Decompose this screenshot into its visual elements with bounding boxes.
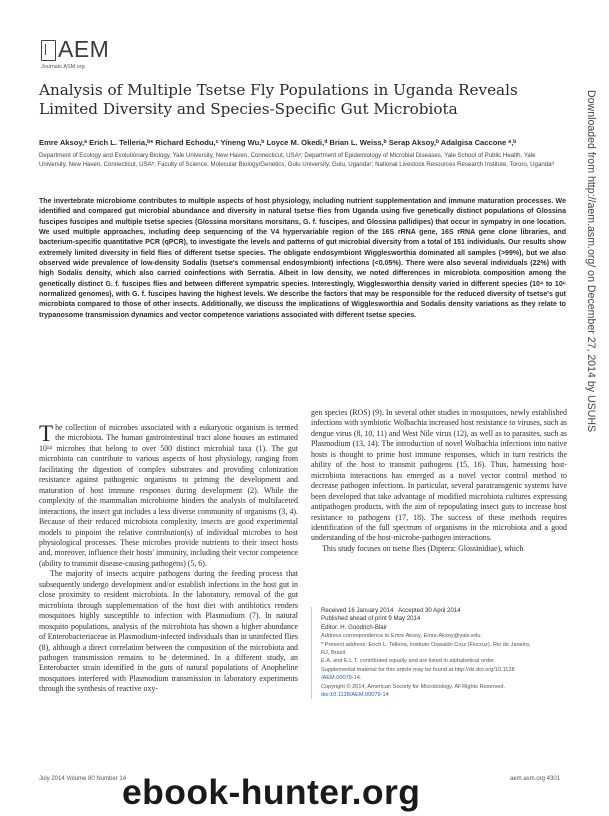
supplemental-line[interactable]: Supplemental material for this article may be found at http://dx.doi.org/10.1128 bbox=[321, 666, 515, 673]
body-paragraph: The majority of insects acquire pathogens during the feeding process that subsequently undergo development and/or establish infections in the host gut in close proximity to resident microbiota. In the laboratory, removal of the gut microbiota through supplementation of the host diet with antibiotics renders mosquitoes highly susceptible to infection with Plasmodium (7). In natural mosquito populations, analysis of the microbiota has shown a higher abundance of Enterobacteriaceae in Plasmodium-infected individuals than in uninfected flies (8), although a direct correlation between the composition of the microbiota and pathogen transmission remains to be determined. In a different study, an Enterobacter strain identified in the guts of natural populations of Anopheline mosquitoes interfered with Plasmodium transmission in laboratory experiments through the synthesis of reactive oxy- bbox=[39, 569, 298, 694]
abstract: The invertebrate microbiome contributes to multiple aspects of host physiology, including nutrient supplementation and immune maturation processes. We identified and compared gut microbial abundance and diversity in natural tsetse flies from Uganda using five genetically distinct populations of Glossina fuscipes fuscipes and multiple tsetse species (Glossina morsitans morsitans, G. f. fuscipes, and Glossina pallidipes) that occur in sympatry in one location. We used multiple approaches, including deep sequencing of the V4 hypervariable region of the 16S rRNA gene, 16S rRNA gene clone libraries, and bacterium-specific quantitative PCR (qPCR), to investigate the levels and patterns of gut microbial diversity from a total of 151 individuals. Our results show extremely limited diversity in field flies of different tsetse species. The obligate endosymbiont Wigglesworthia dominated all samples (>99%), but we also observed wide prevalence of low-density Sodalis (tsetse's commensal endosymbiont) infections (<0.05%). There were also several individuals (22%) with high Sodalis density, which also carried coinfections with Serratia. Albeit in low density, we noted differences in microbiota composition among the genetically distinct G. f. fuscipes flies and between different sympatric species. Interestingly, Wigglesworthia density varied in different species (10⁴ to 10⁶ normalized genomes), with G. f. fuscipes having the highest levels. We describe the factors that may be responsible for the reduced diversity of tsetse's gut microbiota compared to those of other insects. Additionally, we discuss the implications of Wigglesworthia and Sodalis density variations as they relate to trypanosome transmission dynamics and vector competence variations associated with different tsetse species. bbox=[39, 198, 566, 319]
present-address-line-2: RJ, Brazil. bbox=[321, 650, 347, 657]
editor-line: Editor: H. Goodrich-Blair bbox=[321, 623, 388, 631]
download-stamp bbox=[583, 90, 601, 780]
drop-cap: T bbox=[39, 421, 54, 446]
article-info-box bbox=[311, 607, 577, 699]
correspondence-line[interactable]: Address correspondence to Emre Aksoy, Emre.Aksoy@yale.edu. bbox=[321, 633, 483, 640]
body-paragraph: gen species (ROS) (9). In several other studies in mosquitoes, newly established infections with symbiotic Wolbachia increased host resistance to viruses, such as dengue virus (8, 10, 11) and West Nile virus (12), as well as to parasites, such as Plasmodium (13, 14). The introduction of novel Wolbachia infections into native hosts is thought to prime host immune responses, which in turn restricts the ability of the host to transmit pathogens (15, 16). Thus, harnessing host-microbiota interactions has emerged as a novel vector control method to decrease pathogen infections. In particular, several paratransgenic systems have been developed that take advantage of modified microbiota cultures expressing antipathogen products, with the aim of repopulating insect guts to increase host resistance to pathogens (17, 18). The success of these methods requires identification of the full spectrum of organisms in the microbiota and a good understanding of the host-microbe-pathogen interactions. bbox=[311, 408, 567, 543]
author-list: Emre Aksoy,ᵃ Erich L. Telleria,ᵇ* Richard Echodu,ᶜ Yineng Wu,ᵇ Loyce M. Okedi,ᵈ Brian L. Weiss,ᵇ Serap Aksoy,ᵇ Adalgisa Caccone ᵃ,ᵇ bbox=[39, 138, 517, 147]
watermark: ebook-hunter.org bbox=[122, 772, 421, 812]
present-address-line: * Present address: Erich L. Telleria, Instituto Oswaldo Cruz (Fiocruz), Rio de Janeiro, bbox=[321, 641, 531, 648]
published-line: Published ahead of print 9 May 2014 bbox=[321, 615, 421, 623]
journal-logo-icon bbox=[41, 40, 56, 61]
download-stamp-text: Downloaded from http://aem.asm.org/ on December 27, 2014 by USUHS bbox=[585, 90, 597, 433]
doi-link[interactable]: doi:10.1128/AEM.00079-14 bbox=[321, 692, 389, 699]
paragraph-text: he collection of microbes associated with a eukaryotic organism is termed the microbiota. The human gastrointestinal tract alone houses an estimated 10¹⁴ microbes that belong to over 500 distinct microbial taxa (1). The gut microbiota can contribute to various aspects of host physiology, ranging from facilitating the digestion of complex substrates and providing colonization resistance against pathogenic organisms to priming the development and maturation of host immune responses during development (2). While the complexity of the mammalian microbiome hinders the analysis of multifaceted interactions, the insect gut includes a less diverse community of organisms (3, 4). Because of their reduced microbiota complexity, insects are good experimental models to pinpoint the relative contribution(s) of individual microbes to host physiological processes. These microbes provide nutrients to their insect hosts and, moreover, influence their hosts' immunity, including their vector competence (ability to transmit disease-causing pathogens) (5, 6). bbox=[39, 423, 298, 568]
equal-contribution-line: E.A. and E.L.T. contributed equally and are listed in alphabetical order. bbox=[321, 658, 496, 665]
journal-url: Journals.ASM.org bbox=[41, 64, 85, 70]
affiliations: Department of Ecology and Evolutionary Biology, Yale University, New Haven, Connecticut, USAᵃ; Department of Epidemiology of Microbial Diseases, Yale School of Public Health, Yale University, New Haven, Connecticut, USAᵇ; Faculty of Science, Molecular Biology/Genetics, Gulu University, Gulu, Ugandaᶜ; National Livestock Resources Research Institute, Tororo, Ugandaᵈ bbox=[39, 152, 554, 168]
footer-right: aem.asm.org 4301 bbox=[510, 776, 561, 782]
footer-left: July 2014 Volume 80 Number 14 bbox=[39, 776, 127, 782]
supplemental-line-2[interactable]: /AEM.00079-14. bbox=[321, 675, 362, 682]
body-paragraph: This study focuses on tsetse flies (Diptera: Glossinidiae), which bbox=[322, 543, 524, 553]
body-paragraph bbox=[39, 423, 298, 569]
body-column-right bbox=[311, 408, 567, 554]
article-title: Analysis of Multiple Tsetse Fly Populations in Uganda Reveals Limited Diversity and Species-Specific Gut Microbiota bbox=[39, 81, 518, 118]
copyright-line: Copyright © 2014, American Society for Microbiology. All Rights Reserved. bbox=[321, 683, 506, 690]
journal-logo-text: AEM bbox=[58, 36, 110, 62]
received-line: Received 16 January 2014 Accepted 30 April 2014 bbox=[321, 607, 461, 614]
body-column-left bbox=[39, 423, 298, 695]
